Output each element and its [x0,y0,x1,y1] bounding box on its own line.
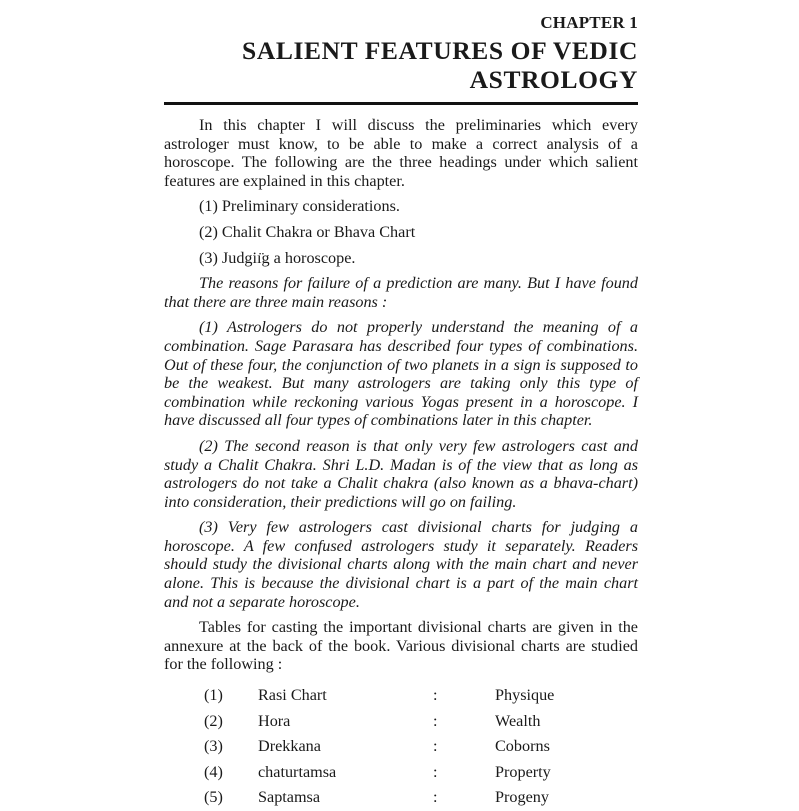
reason-paragraph-1: (1) Astrologers do not properly understand the meaning of a combination. Sage Parasara has described four types of combinations. Out of these four, the conjunction of two planets in a sign is supposed to be the weakest. But many astrologers are taking only this type of combination while reckoning various Yogas present in a horoscope. I have discussed all four types of combinations later in this chapter. [164,318,638,430]
reasons-intro-paragraph: The reasons for failure of a prediction are many. But I have found that there are three main reasons : [164,274,638,311]
chapter-title-line-2: ASTROLOGY [469,65,638,94]
heading-item-2: (2) Chalit Chakra or Bhava Chart [199,222,416,241]
row-number: (2) [204,711,223,730]
chapter-label: CHAPTER 1 [540,13,638,32]
divisional-chart-row [164,760,638,786]
reason-paragraph-2: (2) The second reason is that only very few astrologers cast and study a Chalit Chakra. Shri L.D. Madan is of the view that as long as astrologers do not take a Chalit chakra (also known as a bhava-chart) into consideration, their predictions will go on failing. [164,436,638,511]
chart-name: Rasi Chart [258,686,327,705]
separator: : [433,686,438,705]
heading-item-3: (3) Judgiı̈g a horoscope. [199,248,356,267]
row-number: (1) [204,686,223,705]
separator: : [433,737,438,756]
title-rule [164,102,638,105]
separator: : [433,711,438,730]
divisional-chart-row [164,709,638,735]
intro-paragraph: In this chapter I will discuss the preliminaries which every astrologer must know, to be able to make a correct analysis of a horoscope. The following are the three headings under which salient features are explained in this chapter. [164,116,638,190]
chart-name: Drekkana [258,737,321,756]
chart-name: chaturtamsa [258,762,337,781]
chart-purpose: Physique [495,686,555,705]
divisional-chart-row [164,734,638,760]
divisional-charts-list [164,683,638,811]
chapter-body [164,116,638,811]
chapter-title [242,36,638,94]
separator: : [433,762,438,781]
row-number: (3) [204,737,223,756]
chart-purpose: Wealth [495,711,541,730]
chart-name: Hora [258,711,291,730]
chart-purpose: Coborns [495,737,550,756]
chart-name: Saptamsa [258,788,321,807]
separator: : [433,788,438,807]
heading-item-1: (1) Preliminary considerations. [199,197,400,216]
chapter-title-line-1: SALIENT FEATURES OF VEDIC [242,36,638,65]
row-number: (5) [204,788,223,807]
tables-intro-paragraph: Tables for casting the important divisional charts are given in the annexure at the back of the book. Various divisional charts are studied for the following : [164,618,638,674]
divisional-chart-row [164,785,638,811]
chart-purpose: Progeny [495,788,549,807]
reason-paragraph-3: (3) Very few astrologers cast divisional charts for judging a horoscope. A few confused astrologers study it separately. Readers should study the divisional charts along with the main chart and never alone. This is because the divisional chart is a part of the main chart and not a separate horoscope. [164,518,638,611]
chart-purpose: Property [495,762,551,781]
row-number: (4) [204,762,223,781]
divisional-chart-row [164,683,638,709]
